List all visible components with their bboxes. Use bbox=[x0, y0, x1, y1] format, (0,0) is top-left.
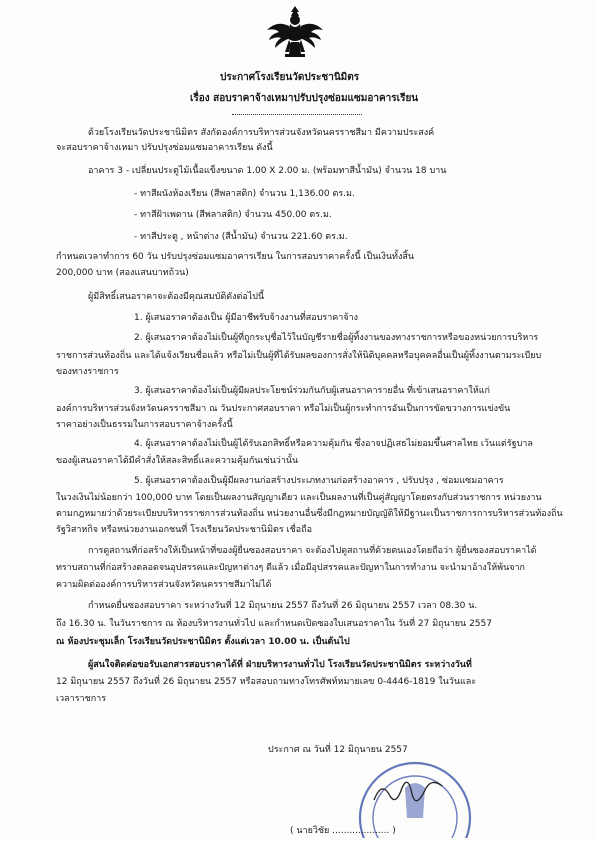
body-line: ของผู้เสนอราคาได้มีคำสั่งให้สละสิทธิ์และความคุ้มกันเช่นว่านั้น bbox=[56, 456, 299, 466]
divider bbox=[232, 114, 362, 115]
announcement-subject: เรื่อง สอบราคาจ้างเหมาปรับปรุงซ่อมแซมอาคารเรียน bbox=[190, 93, 419, 104]
body-line: ตามกฎหมายว่าด้วยระเบียบบริหารราชการส่วนท้องถิ่น หน่วยงานอื่นซึ่งมีกฎหมายบัญญัติให้มีฐานะเป็นราชการการบริหารส่วนท้องถิ่น bbox=[56, 509, 563, 519]
body-line: 200,000 บาท (สองแสนบาทถ้วน) bbox=[56, 268, 189, 278]
signatory-name: ( นายวิชัย .................... ) bbox=[290, 826, 396, 836]
body-line: 3. ผู้เสนอราคาต้องไม่เป็นผู้มีผลประโยชน์ร่วมกันกับผู้เสนอราคารายอื่น ที่เข้าเสนอราคาให้แก่ bbox=[134, 386, 491, 396]
body-line: ทราบสถานที่ก่อสร้างตลอดจนอุปสรรคและปัญหาต่างๆ ดีแล้ว เมื่อมีอุปสรรคและปัญหาในการทำงาน จะนำมาอ้างให้พ้นจาก bbox=[56, 563, 525, 573]
contact-hours: เวลาราชการ bbox=[56, 694, 107, 704]
body-line: 2. ผู้เสนอราคาต้องไม่เป็นผู้ที่ถูกระบุชื่อไว้ในบัญชีรายชื่อผู้ทิ้งงานของทางราชการหรือของหน่วยการบริหาร bbox=[134, 333, 539, 343]
body-line: - ทาสีประตู , หน้าต่าง (สีน้ำมัน) จำนวน 221.60 ตร.ม. bbox=[134, 232, 348, 242]
body-line: - ทาสีผนังห้องเรียน (สีพลาสติก) จำนวน 1,136.00 ตร.ม. bbox=[134, 189, 355, 199]
announcement-date: ประกาศ ณ วันที่ 12 มิถุนายน 2557 bbox=[268, 745, 408, 755]
body-line: อาคาร 3 - เปลี่ยนประตูไม้เนื้อแข็งขนาด 1.00 X 2.00 ม. (พร้อมทาสีน้ำมัน) จำนวน 18 บาน bbox=[88, 166, 447, 176]
body-line: - ทาสีฝ้าเพดาน (สีพลาสติก) จำนวน 450.00 ตร.ม. bbox=[134, 210, 332, 220]
body-line: ความผิดต่อองค์การบริหารส่วนจังหวัดนครราชสีมาไม่ได้ bbox=[56, 580, 272, 590]
body-line: จะสอบราคาจ้างเหมา ปรับปรุงซ่อมแซมอาคารเรียน ดังนี้ bbox=[56, 143, 273, 153]
body-line: 4. ผู้เสนอราคาต้องไม่เป็นผู้ได้รับเอกสิทธิ์หรือความคุ้มกัน ซึ่งอาจปฏิเสธไม่ยอมขึ้นศาลไทย เว้นแต่รัฐบาล bbox=[134, 439, 533, 449]
body-line: 5. ผู้เสนอราคาต้องเป็นผู้มีผลงานก่อสร้างประเภทงานก่อสร้างอาคาร , ปรับปรุง , ซ่อมแซมอาคาร bbox=[134, 476, 504, 486]
contact-line: ผู้สนใจติดต่อขอรับเอกสารสอบราคาได้ที่ ฝ่ายบริหารงานทั่วไป โรงเรียนวัดประชานิมิตร ระหว่างวันที่ bbox=[88, 660, 472, 670]
body-line: องค์การบริหารส่วนจังหวัดนครราชสีมา ณ วันประกาศสอบราคา หรือไม่เป็นผู้กระทำการอันเป็นการขัดขวางการแข่งขัน bbox=[56, 404, 511, 414]
contact-dates: 12 มิถุนายน 2557 ถึงวันที่ 26 มิถุนายน 2557 หรือสอบถามทางโทรศัพท์หมายเลข 0-4446-1819 ในวันและ bbox=[56, 677, 477, 687]
meeting-room: ณ ห้องประชุมเล็ก โรงเรียนวัดประชานิมิตร ตั้งแต่เวลา 10.00 น. เป็นต้นไป bbox=[56, 637, 350, 647]
body-line: ราคาอย่างเป็นธรรมในการสอบราคาจ้างครั้งนี้ bbox=[56, 420, 233, 430]
body-line: การดูสถานที่ก่อสร้างให้เป็นหน้าที่ของผู้ยื่นซองสอบราคา จะต้องไปดูสถานที่ด้วยตนเองโดยถือว่า ผู้ยื่นซองสอบราคาได้ bbox=[88, 546, 537, 556]
signature-icon bbox=[368, 770, 448, 820]
announcement-title: ประกาศโรงเรียนวัดประชานิมิตร bbox=[220, 72, 360, 83]
body-line: ในวงเงินไม่น้อยกว่า 100,000 บาท โดยเป็นผลงานสัญญาเดียว และเป็นผลงานที่เป็นคู่สัญญาโดยตรงกับส่วนราชการ หน่วยงาน bbox=[56, 493, 542, 503]
body-line: กำหนดเวลาทำการ 60 วัน ปรับปรุงซ่อมแซมอาคารเรียน ในการสอบราคาครั้งนี้ เป็นเงินทั้งสิ้น bbox=[56, 252, 415, 262]
body-line: ของทางราชการ bbox=[56, 367, 119, 377]
garuda-emblem-icon bbox=[265, 4, 325, 62]
body-line: ด้วยโรงเรียนวัดประชานิมิตร สังกัดองค์การบริหารส่วนจังหวัดนครราชสีมา มีความประสงค์ bbox=[88, 128, 435, 138]
opening-date: ถึง 16.30 น. ในวันราชการ ณ ห้องบริหารงานทั่วไป และกำหนดเปิดซองใบเสนอราคาใน วันที่ 27 มิถุนายน 2557 bbox=[56, 619, 492, 629]
body-line: รัฐวิสาหกิจ หรือหน่วยงานเอกชนที่ โรงเรียนวัดประชานิมิตร เชื่อถือ bbox=[56, 525, 312, 535]
submission-period: กำหนดยื่นซองสอบราคา ระหว่างวันที่ 12 มิถุนายน 2557 ถึงวันที่ 26 มิถุนายน 2557 เวลา 08.30 น. bbox=[88, 601, 478, 611]
body-line: 1. ผู้เสนอราคาต้องเป็น ผู้มีอาชีพรับจ้างงานที่สอบราคาจ้าง bbox=[134, 313, 359, 323]
body-line: ผู้มีสิทธิ์เสนอราคาจะต้องมีคุณสมบัติดังต่อไปนี้ bbox=[88, 292, 265, 302]
body-line: ราชการส่วนท้องถิ่น และได้แจ้งเวียนชื่อแล้ว หรือไม่เป็นผู้ที่ได้รับผลของการสั่งให้นิติบุคคลหรือบุคคลอื่นเป็นผู้ทิ้งงานตามระเบียบ bbox=[56, 351, 542, 361]
